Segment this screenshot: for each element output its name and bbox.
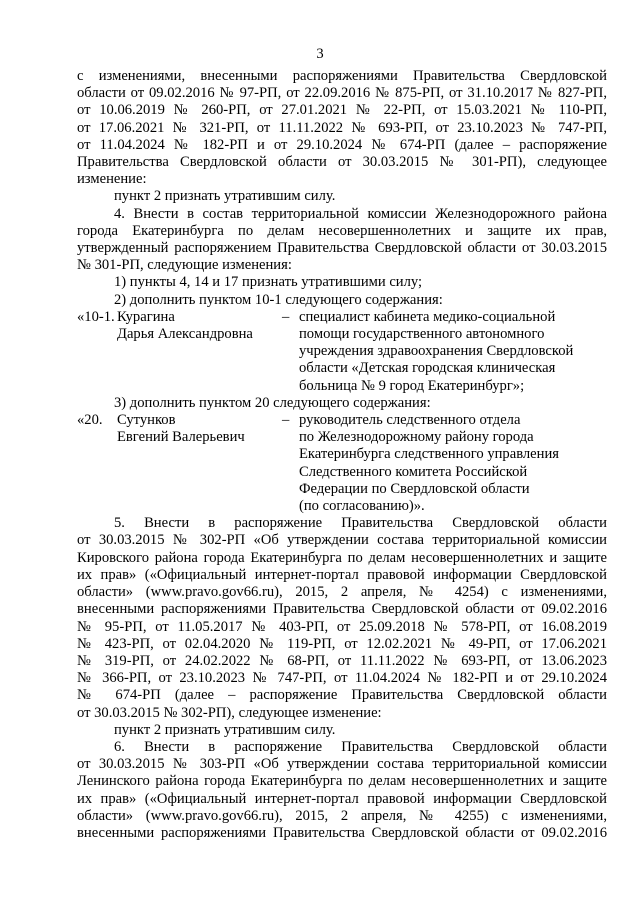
section-4-subpoint-1: 1) пункты 4, 14 и 17 признать утратившими силу; (114, 274, 423, 291)
section-5-line: их прав» («Официальный интернет-портал правовой информации Свердловской (77, 566, 607, 583)
section-5-line: внесенными распоряжениями Правительства Свердловской области от 09.02.2016 (77, 601, 607, 618)
entry-dash: – (282, 412, 290, 429)
section-5-line: № 674-РП (далее – распоряжение Правительства Свердловской области (77, 687, 607, 704)
intro-line: Правительства Свердловской области от 30.03.2015 № 301-РП), следующее (77, 154, 607, 171)
section-4-line: 4. Внести в состав территориальной комиссии Железнодорожного района (114, 205, 607, 222)
intro-subpoint: пункт 2 признать утратившим силу. (114, 188, 336, 205)
entry-number: «20. (77, 412, 103, 429)
section-5-line: № 319-РП, от 24.02.2022 № 68-РП, от 11.11.2022 № 693-РП, от 13.06.2023 (77, 652, 607, 669)
section-5-line: № 366-РП, от 23.10.2023 № 747-РП, от 11.04.2024 № 182-РП и от 29.10.2024 (77, 670, 607, 687)
section-6-line: области» (www.pravo.gov66.ru), 2015, 2 апреля, № 4255) с изменениями, (77, 807, 607, 824)
intro-line: с изменениями, внесенными распоряжениями Правительства Свердловской (77, 68, 607, 84)
intro-line: от 11.04.2024 № 182-РП и от 29.10.2024 № 674-РП (далее – распоряжение (77, 136, 607, 153)
section-5-line: области» (www.pravo.gov66.ru), 2015, 2 апреля, № 4254) с изменениями, (77, 584, 607, 601)
page-number: 3 (316, 46, 324, 62)
section-4-line: утвержденный распоряжением Правительства Свердловской области от 30.03.2015 (77, 240, 607, 257)
member-name: Сутунков Евгений Валерьевич (117, 412, 245, 446)
section-5-line: 5. Внести в распоряжение Правительства Свердловской области (114, 515, 607, 532)
section-6-line: Ленинского района города Екатеринбурга по делам несовершеннолетних и защите (77, 773, 607, 790)
section-4-line: города Екатеринбурга по делам несовершеннолетних и защите их прав, (77, 222, 607, 239)
intro-line: от 17.06.2021 № 321-РП, от 11.11.2022 № 693-РП, от 23.10.2023 № 747-РП, (77, 119, 607, 136)
member-position: руководитель следственного отдела по Железнодорожному району города Екатеринбурга следственного управления Следственного комитета Российской Федерации по Свердловской области (по согласованию)». (299, 412, 559, 515)
document-body (77, 68, 607, 842)
member-position: специалист кабинета медико-социальной помощи государственного автономного учреждения здравоохранения Свердловской области «Детская городская клиническая больница № 9 город Екатеринбург»; (299, 308, 574, 394)
section-4-subpoint-2: 2) дополнить пунктом 10-1 следующего содержания: (114, 291, 443, 308)
intro-line: области от 09.02.2016 № 97-РП, от 22.09.2016 № 875-РП, от 31.10.2017 № 827-РП, (77, 85, 607, 102)
section-6-line: от 30.03.2015 № 303-РП «Об утверждении состава территориальной комиссии (77, 756, 607, 773)
section-5-subpoint: пункт 2 признать утратившим силу. (114, 721, 336, 738)
intro-line: от 10.06.2019 № 260-РП, от 27.01.2021 № 22-РП, от 15.03.2021 № 110-РП, (77, 102, 607, 119)
member-entry-10-1 (77, 309, 607, 395)
section-5-line: № 95-РП, от 11.05.2017 № 403-РП, от 25.09.2018 № 578-РП, от 16.08.2019 (77, 618, 607, 635)
entry-dash: – (282, 308, 290, 325)
member-entry-20 (77, 412, 607, 515)
section-5-line: от 30.03.2015 № 302-РП), следующее изменение: (77, 704, 382, 721)
section-5-line: от 30.03.2015 № 302-РП «Об утверждении состава территориальной комиссии (77, 532, 607, 549)
entry-number: «10-1. (77, 308, 115, 325)
section-6-line: внесенными распоряжениями Правительства Свердловской области от 09.02.2016 (77, 824, 607, 841)
section-5-line: № 423-РП, от 02.04.2020 № 119-РП, от 12.02.2021 № 49-РП, от 17.06.2021 (77, 635, 607, 652)
intro-line: изменение: (77, 171, 147, 188)
section-4-subpoint-3: 3) дополнить пунктом 20 следующего содержания: (114, 394, 431, 411)
member-name: Курагина Дарья Александровна (117, 308, 253, 343)
section-4-line: № 301-РП, следующие изменения: (77, 257, 292, 274)
section-5-line: Кировского района города Екатеринбурга по делам несовершеннолетних и защите (77, 549, 607, 566)
section-6-line: 6. Внести в распоряжение Правительства Свердловской области (114, 738, 607, 755)
section-6-line: их прав» («Официальный интернет-портал правовой информации Свердловской (77, 790, 607, 807)
